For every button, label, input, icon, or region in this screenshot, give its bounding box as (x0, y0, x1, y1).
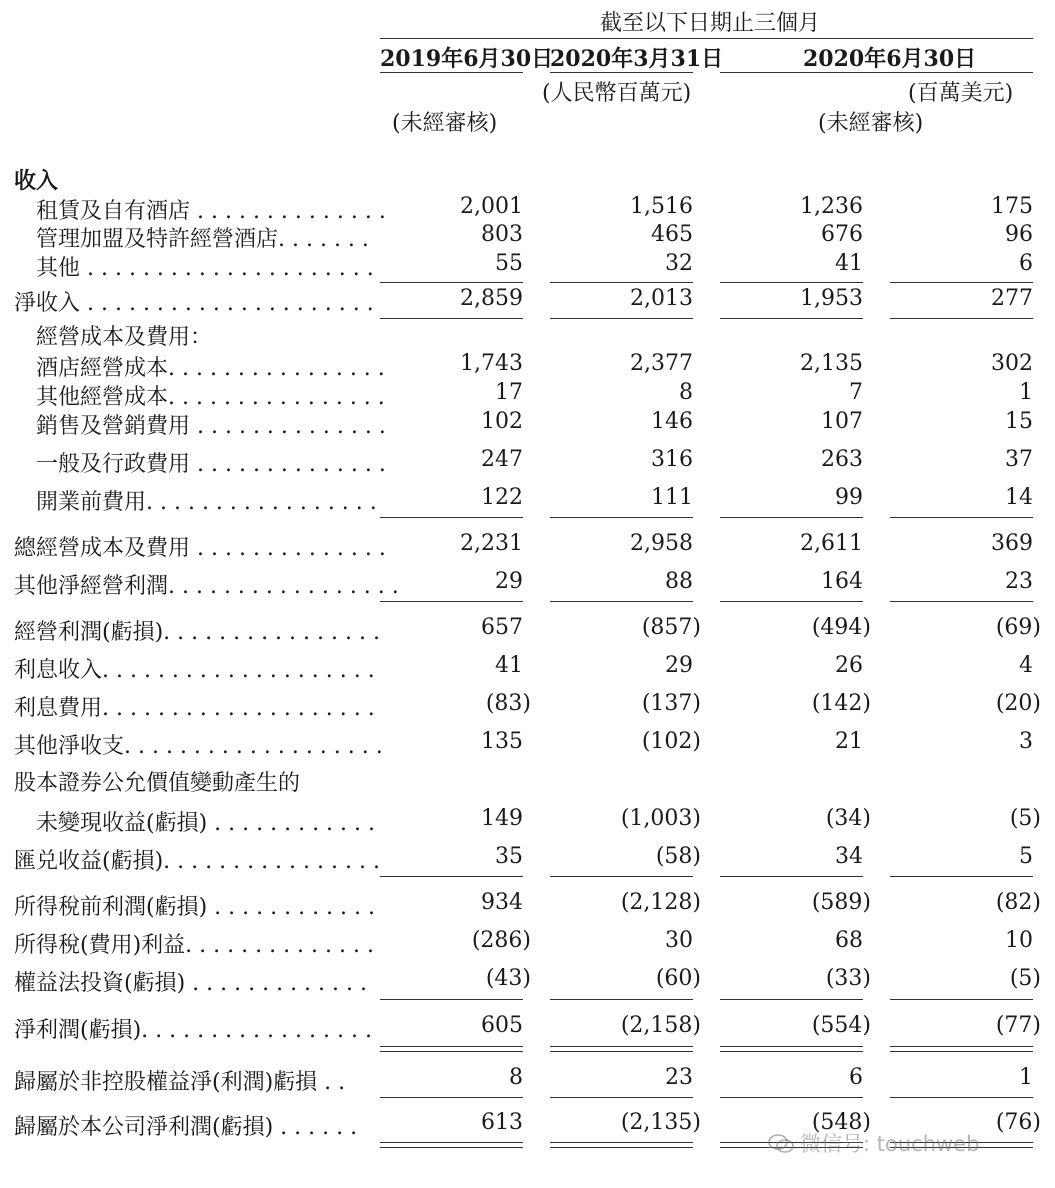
value-2020-03-31-rmb: 29 (665, 653, 693, 678)
row-label: 一般及行政費用 . . . . . . . . . . . . . . (36, 452, 386, 477)
value-2020-06-30-usd: 10 (1005, 928, 1033, 953)
value-2020-06-30-rmb: (33) (825, 966, 871, 991)
currency-usd-label: (百萬美元) (908, 81, 1014, 106)
table-rule (550, 1051, 693, 1052)
value-2020-06-30-rmb: 7 (849, 380, 863, 405)
table-rule (550, 1097, 693, 1098)
row-label: 其他 . . . . . . . . . . . . . . . . . . . . . (36, 256, 374, 281)
period-header: 截至以下日期止三個月 (600, 11, 821, 36)
value-2020-03-31-rmb: (2,128) (620, 890, 701, 915)
table-rule (890, 517, 1033, 518)
value-2020-03-31-rmb: 2,958 (630, 531, 693, 556)
table-rule (890, 1097, 1033, 1098)
row-label: 管理加盟及特許經營酒店. . . . . . . (36, 227, 369, 252)
value-2019-06-30: 657 (481, 615, 523, 640)
table-rule (550, 517, 693, 518)
value-2020-06-30-usd: 175 (991, 194, 1033, 219)
value-2019-06-30: 2,001 (460, 194, 523, 219)
wechat-icon (768, 1134, 794, 1154)
value-2020-06-30-rmb: 41 (835, 251, 863, 276)
value-2020-06-30-rmb: 68 (835, 928, 863, 953)
value-2020-06-30-rmb: (494) (811, 615, 871, 640)
value-2020-03-31-rmb: 2,013 (630, 286, 693, 311)
unaudited-label-2: (未經審核) (818, 111, 924, 136)
table-rule (720, 517, 863, 518)
value-2020-03-31-rmb: (2,158) (620, 1013, 701, 1038)
table-rule (720, 999, 863, 1000)
row-label: 利息收入. . . . . . . . . . . . . . . . . . . . (14, 658, 375, 683)
value-2020-06-30-rmb: (34) (825, 806, 871, 831)
value-2020-06-30-rmb: 99 (835, 485, 863, 510)
value-2020-03-31-rmb: (137) (641, 691, 701, 716)
value-2020-06-30-usd: 3 (1019, 729, 1033, 754)
value-2019-06-30: 149 (481, 806, 523, 831)
value-2019-06-30: 135 (481, 729, 523, 754)
row-label: 淨利潤(虧損). . . . . . . . . . . . . . . . . (14, 1018, 372, 1043)
table-rule (380, 1046, 523, 1047)
value-2020-06-30-usd: (5) (1009, 806, 1041, 831)
value-2020-06-30-rmb: 6 (849, 1065, 863, 1090)
value-2020-06-30-usd: 1 (1019, 380, 1033, 405)
row-label: 租賃及自有酒店 . . . . . . . . . . . . . . (36, 199, 386, 224)
header-rule (380, 38, 1033, 39)
value-2020-06-30-usd: 37 (1005, 447, 1033, 472)
value-2020-03-31-rmb: 1,516 (630, 194, 693, 219)
col-header-2019-06-30: 2019年6月30日 (380, 46, 554, 72)
value-2020-03-31-rmb: (102) (641, 729, 701, 754)
value-2020-06-30-usd: 1 (1019, 1065, 1033, 1090)
value-2019-06-30: 613 (481, 1110, 523, 1135)
value-2020-03-31-rmb: 23 (665, 1065, 693, 1090)
value-2020-06-30-rmb: 34 (835, 844, 863, 869)
value-2020-06-30-rmb: 1,236 (800, 194, 863, 219)
table-rule (890, 318, 1033, 319)
table-rule (550, 876, 693, 877)
value-2020-06-30-usd: 302 (991, 351, 1033, 376)
row-label: 淨收入 . . . . . . . . . . . . . . . . . . . . . (14, 291, 374, 316)
col1-header-rule (380, 72, 523, 73)
row-label: 歸屬於本公司淨利潤(虧損) . . . . . . (14, 1115, 358, 1140)
value-2020-03-31-rmb: 32 (665, 251, 693, 276)
row-label: 利息費用. . . . . . . . . . . . . . . . . . . . (14, 696, 375, 721)
table-rule (380, 318, 523, 319)
value-2019-06-30: (83) (485, 691, 531, 716)
value-2020-06-30-rmb: 676 (821, 222, 863, 247)
col-header-2020-06-30: 2020年6月30日 (803, 46, 977, 72)
value-2019-06-30: 29 (495, 569, 523, 594)
value-2020-03-31-rmb: 30 (665, 928, 693, 953)
row-label: 經營利潤(虧損). . . . . . . . . . . . . . . . (14, 620, 380, 645)
value-2019-06-30: 41 (495, 653, 523, 678)
table-rule (890, 1051, 1033, 1052)
value-2019-06-30: 605 (481, 1013, 523, 1038)
table-rule (720, 1097, 863, 1098)
value-2019-06-30: 35 (495, 844, 523, 869)
value-2020-06-30-rmb: (589) (811, 890, 871, 915)
value-2019-06-30: 122 (481, 485, 523, 510)
value-2020-06-30-rmb: 21 (835, 729, 863, 754)
value-2020-03-31-rmb: (2,135) (620, 1110, 701, 1135)
value-2020-06-30-rmb: 26 (835, 653, 863, 678)
row-label: 總經營成本及費用 . . . . . . . . . . . . . . (14, 536, 386, 561)
value-2020-06-30-usd: 23 (1005, 569, 1033, 594)
row-label: 其他淨收支. . . . . . . . . . . . . . . . . . . (14, 734, 383, 759)
currency-rmb-label: (人民幣百萬元) (542, 81, 692, 106)
value-2019-06-30: (286) (471, 928, 531, 953)
table-rule (550, 601, 693, 602)
table-rule (380, 876, 523, 877)
value-2020-03-31-rmb: (1,003) (620, 806, 701, 831)
table-rule (720, 1051, 863, 1052)
table-rule (720, 1046, 863, 1047)
value-2019-06-30: (43) (485, 966, 531, 991)
table-rule (720, 876, 863, 877)
value-2020-03-31-rmb: 111 (651, 485, 693, 510)
value-2020-06-30-rmb: 107 (821, 409, 863, 434)
table-rule (550, 999, 693, 1000)
table-rule (550, 318, 693, 319)
col-header-2020-03-31: 2020年3月31日 (550, 46, 724, 72)
row-label: 開業前費用. . . . . . . . . . . . . . . . . (36, 490, 377, 515)
row-label: 酒店經營成本. . . . . . . . . . . . . . . . (36, 356, 385, 381)
value-2020-06-30-usd: 277 (991, 286, 1033, 311)
section-fair-value: 股本證券公允價值變動產生的 (14, 771, 301, 796)
value-2020-06-30-rmb: (142) (811, 691, 871, 716)
table-rule (380, 1051, 523, 1052)
table-rule (720, 601, 863, 602)
value-2019-06-30: 102 (481, 409, 523, 434)
row-label: 權益法投資(虧損) . . . . . . . . . . . . . (14, 971, 367, 996)
table-rule (890, 601, 1033, 602)
table-rule (380, 1147, 523, 1148)
row-label: 匯兑收益(虧損). . . . . . . . . . . . . . . . (14, 849, 380, 874)
value-2020-03-31-rmb: 316 (651, 447, 693, 472)
value-2020-06-30-rmb: (554) (811, 1013, 871, 1038)
row-label: 其他經營成本. . . . . . . . . . . . . . . . (36, 385, 385, 410)
table-rule (550, 282, 693, 283)
value-2020-03-31-rmb: (60) (655, 966, 701, 991)
value-2020-06-30-usd: 14 (1005, 485, 1033, 510)
table-rule (890, 1046, 1033, 1047)
value-2019-06-30: 934 (481, 890, 523, 915)
value-2020-06-30-usd: 5 (1019, 844, 1033, 869)
table-rule (720, 282, 863, 283)
value-2020-03-31-rmb: 146 (651, 409, 693, 434)
table-rule (720, 318, 863, 319)
row-label: 歸屬於非控股權益淨(利潤)虧損 . . (14, 1070, 346, 1095)
value-2019-06-30: 2,859 (460, 286, 523, 311)
table-rule (890, 999, 1033, 1000)
value-2020-06-30-rmb: 2,611 (800, 531, 863, 556)
table-rule (380, 999, 523, 1000)
value-2020-03-31-rmb: 465 (651, 222, 693, 247)
table-rule (890, 876, 1033, 877)
value-2020-06-30-usd: (77) (995, 1013, 1041, 1038)
table-rule (550, 1046, 693, 1047)
value-2019-06-30: 17 (495, 380, 523, 405)
value-2019-06-30: 55 (495, 251, 523, 276)
value-2020-06-30-rmb: 164 (821, 569, 863, 594)
value-2020-03-31-rmb: 2,377 (630, 351, 693, 376)
row-label: 其他淨經營利潤. . . . . . . . . . . . . . . . . (14, 574, 399, 599)
table-rule (380, 1142, 523, 1143)
row-label: 未變現收益(虧損) . . . . . . . . . . . . (36, 811, 376, 836)
value-2020-03-31-rmb: 88 (665, 569, 693, 594)
value-2020-06-30-usd: 96 (1005, 222, 1033, 247)
table-rule (380, 601, 523, 602)
table-rule (380, 517, 523, 518)
value-2019-06-30: 247 (481, 447, 523, 472)
value-2020-06-30-rmb: 2,135 (800, 351, 863, 376)
row-label: 所得稅(費用)利益. . . . . . . . . . . . . . (14, 933, 374, 958)
value-2020-06-30-usd: (76) (995, 1110, 1041, 1135)
section-operating-costs: 經營成本及費用： (36, 325, 213, 350)
section-revenue: 收入 (14, 168, 59, 194)
table-rule (550, 1147, 693, 1148)
value-2020-03-31-rmb: (58) (655, 844, 701, 869)
value-2020-06-30-usd: (5) (1009, 966, 1041, 991)
col34-header-rule (720, 72, 1033, 73)
table-rule (380, 282, 523, 283)
value-2020-06-30-rmb: 263 (821, 447, 863, 472)
watermark-text: 微信号: touchweb (768, 1128, 979, 1158)
value-2019-06-30: 1,743 (460, 351, 523, 376)
value-2020-06-30-usd: (20) (995, 691, 1041, 716)
row-label: 銷售及營銷費用 . . . . . . . . . . . . . . (36, 414, 386, 439)
value-2020-06-30-usd: 4 (1019, 653, 1033, 678)
value-2020-03-31-rmb: (857) (641, 615, 701, 640)
value-2020-06-30-usd: (82) (995, 890, 1041, 915)
value-2020-06-30-rmb: (548) (811, 1110, 871, 1135)
value-2019-06-30: 8 (509, 1065, 523, 1090)
value-2020-06-30-usd: 369 (991, 531, 1033, 556)
value-2019-06-30: 2,231 (460, 531, 523, 556)
value-2020-06-30-usd: 15 (1005, 409, 1033, 434)
value-2019-06-30: 803 (481, 222, 523, 247)
table-rule (890, 282, 1033, 283)
value-2020-06-30-usd: 6 (1019, 251, 1033, 276)
value-2020-03-31-rmb: 8 (679, 380, 693, 405)
value-2020-06-30-rmb: 1,953 (800, 286, 863, 311)
table-rule (380, 1097, 523, 1098)
table-rule (550, 1142, 693, 1143)
value-2020-06-30-usd: (69) (995, 615, 1041, 640)
unaudited-label-1: (未經審核) (392, 111, 498, 136)
col2-header-rule (550, 72, 693, 73)
row-label: 所得稅前利潤(虧損) . . . . . . . . . . . . (14, 895, 376, 920)
